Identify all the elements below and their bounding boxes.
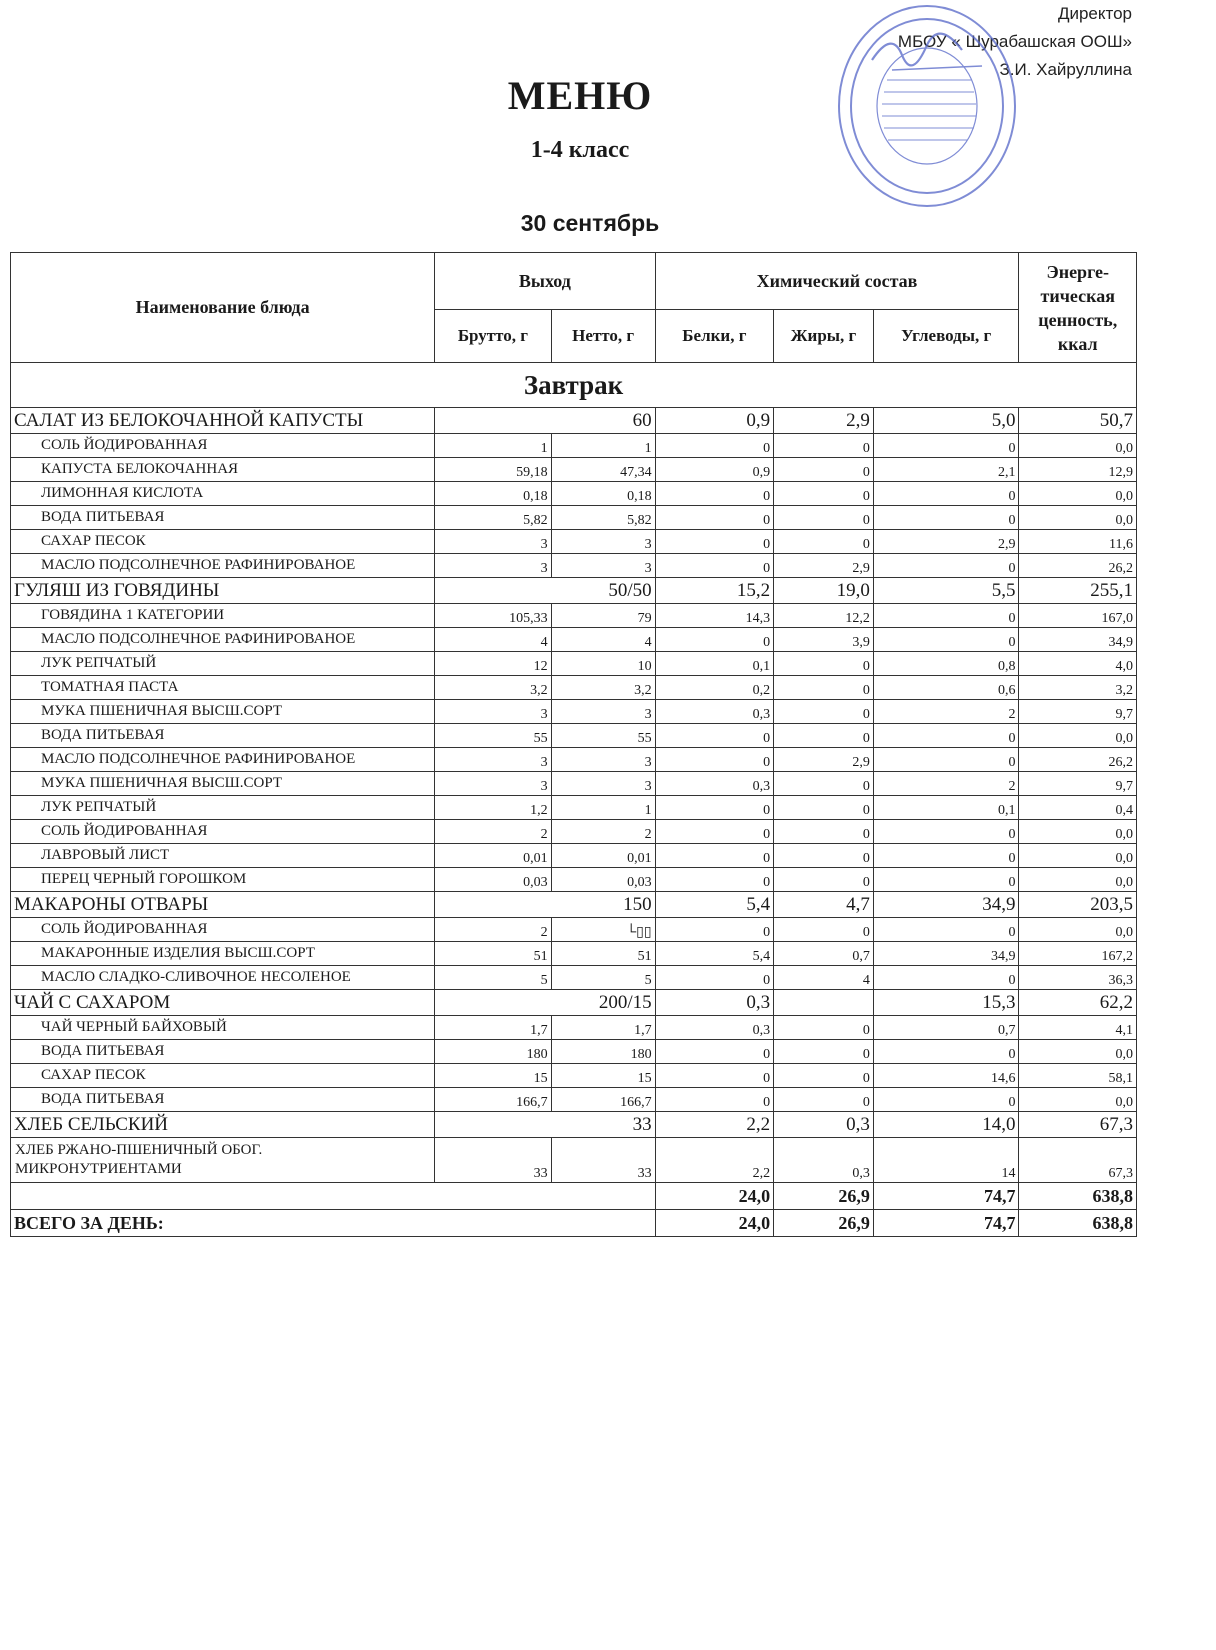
ingredient-netto: 3 (551, 554, 655, 578)
ingredient-row (11, 1088, 1137, 1112)
ingredient-fat: 0 (774, 868, 874, 892)
meal-total-label (11, 1183, 656, 1210)
day-total-label: ВСЕГО ЗА ДЕНЬ: (11, 1210, 656, 1237)
dish-output: 33 (435, 1112, 655, 1138)
ingredient-carbs: 0 (873, 506, 1019, 530)
ingredient-protein: 0 (655, 724, 774, 748)
ingredient-name: ВОДА ПИТЬЕВАЯ (11, 1088, 435, 1112)
ingredient-brutto: 0,03 (435, 868, 551, 892)
ingredient-name: ЛАВРОВЫЙ ЛИСТ (11, 844, 435, 868)
ingredient-name: МУКА ПШЕНИЧНАЯ ВЫСШ.СОРТ (11, 700, 435, 724)
ingredient-fat: 0,3 (774, 1138, 874, 1183)
dish-name: САЛАТ ИЗ БЕЛОКОЧАННОЙ КАПУСТЫ (11, 408, 435, 434)
ingredient-row (11, 748, 1137, 772)
ingredient-protein: 14,3 (655, 604, 774, 628)
dish-row (11, 578, 1137, 604)
menu-date: 30 сентябрь (520, 210, 660, 236)
ingredient-name: ХЛЕБ РЖАНО-ПШЕНИЧНЫЙ ОБОГ. МИКРОНУТРИЕНТАМИ (11, 1138, 435, 1183)
ingredient-row (11, 652, 1137, 676)
ingredient-name: МАКАРОННЫЕ ИЗДЕЛИЯ ВЫСШ.СОРТ (11, 942, 435, 966)
ingredient-protein: 0 (655, 820, 774, 844)
ingredient-fat: 0 (774, 1040, 874, 1064)
header-carbs: Углеводы, г (873, 310, 1019, 363)
ingredient-row (11, 676, 1137, 700)
ingredient-name: КАПУСТА БЕЛОКОЧАННАЯ (11, 458, 435, 482)
dish-energy: 255,1 (1019, 578, 1137, 604)
ingredient-name: МАСЛО СЛАДКО-СЛИВОЧНОЕ НЕСОЛЕНОЕ (11, 966, 435, 990)
ingredient-netto: 1 (551, 434, 655, 458)
ingredient-brutto: 180 (435, 1040, 551, 1064)
ingredient-name: САХАР ПЕСОК (11, 1064, 435, 1088)
ingredient-netto: 5 (551, 966, 655, 990)
ingredient-netto: 1 (551, 796, 655, 820)
dish-output: 200/15 (435, 990, 655, 1016)
dish-protein: 15,2 (655, 578, 774, 604)
ingredient-protein: 0 (655, 796, 774, 820)
dish-row (11, 408, 1137, 434)
ingredient-netto: 33 (551, 1138, 655, 1183)
menu-table (10, 252, 1137, 1237)
ingredient-fat: 3,9 (774, 628, 874, 652)
ingredient-carbs: 0,7 (873, 1016, 1019, 1040)
ingredient-protein: 0 (655, 748, 774, 772)
ingredient-netto: 15 (551, 1064, 655, 1088)
ingredient-brutto: 15 (435, 1064, 551, 1088)
ingredient-name: СОЛЬ ЙОДИРОВАННАЯ (11, 918, 435, 942)
ingredient-energy: 167,0 (1019, 604, 1137, 628)
ingredient-netto: 3 (551, 700, 655, 724)
section-row (11, 363, 1137, 408)
dish-fat: 0,3 (774, 1112, 874, 1138)
header-brutto: Брутто, г (435, 310, 551, 363)
dish-fat (774, 990, 874, 1016)
dish-output: 50/50 (435, 578, 655, 604)
ingredient-carbs: 0 (873, 844, 1019, 868)
dish-name: ХЛЕБ СЕЛЬСКИЙ (11, 1112, 435, 1138)
ingredient-name: ЛУК РЕПЧАТЫЙ (11, 652, 435, 676)
ingredient-protein: 0,2 (655, 676, 774, 700)
ingredient-row (11, 942, 1137, 966)
ingredient-fat: 0 (774, 700, 874, 724)
ingredient-fat: 0 (774, 796, 874, 820)
ingredient-protein: 0 (655, 1040, 774, 1064)
dish-row (11, 990, 1137, 1016)
ingredient-name: ТОМАТНАЯ ПАСТА (11, 676, 435, 700)
ingredient-brutto: 166,7 (435, 1088, 551, 1112)
ingredient-name: ВОДА ПИТЬЕВАЯ (11, 506, 435, 530)
ingredient-brutto: 12 (435, 652, 551, 676)
ingredient-energy: 9,7 (1019, 772, 1137, 796)
dish-carbs: 15,3 (873, 990, 1019, 1016)
ingredient-energy: 0,0 (1019, 1040, 1137, 1064)
ingredient-protein: 0,3 (655, 1016, 774, 1040)
ingredient-netto: 0,03 (551, 868, 655, 892)
ingredient-brutto: 3 (435, 530, 551, 554)
ingredient-energy: 0,0 (1019, 506, 1137, 530)
ingredient-energy: 0,0 (1019, 482, 1137, 506)
day-total-energy: 638,8 (1019, 1210, 1137, 1237)
ingredient-carbs: 2 (873, 700, 1019, 724)
ingredient-row (11, 1138, 1137, 1183)
ingredient-name: ЛИМОННАЯ КИСЛОТА (11, 482, 435, 506)
ingredient-row (11, 482, 1137, 506)
ingredient-protein: 5,4 (655, 942, 774, 966)
ingredient-protein: 0 (655, 868, 774, 892)
dish-carbs: 34,9 (873, 892, 1019, 918)
ingredient-fat: 0 (774, 724, 874, 748)
ingredient-energy: 4,1 (1019, 1016, 1137, 1040)
ingredient-protein: 0 (655, 530, 774, 554)
day-total-carbs: 74,7 (873, 1210, 1019, 1237)
approval-position: Директор (1057, 4, 1132, 23)
ingredient-netto: 0,01 (551, 844, 655, 868)
ingredient-brutto: 3 (435, 700, 551, 724)
ingredient-brutto: 5,82 (435, 506, 551, 530)
day-total-protein: 24,0 (655, 1210, 774, 1237)
ingredient-brutto: 1,7 (435, 1016, 551, 1040)
ingredient-brutto: 105,33 (435, 604, 551, 628)
ingredient-energy: 4,0 (1019, 652, 1137, 676)
document-title: МЕНЮ (507, 73, 653, 118)
header-row-1 (11, 253, 1137, 310)
ingredient-row (11, 530, 1137, 554)
ingredient-protein: 0 (655, 918, 774, 942)
ingredient-carbs: 0 (873, 868, 1019, 892)
dish-fat: 19,0 (774, 578, 874, 604)
ingredient-energy: 0,0 (1019, 868, 1137, 892)
ingredient-energy: 36,3 (1019, 966, 1137, 990)
ingredient-brutto: 5 (435, 966, 551, 990)
ingredient-carbs: 0 (873, 724, 1019, 748)
ingredient-name: МАСЛО ПОДСОЛНЕЧНОЕ РАФИНИРОВАНОЕ (11, 628, 435, 652)
ingredient-name: ГОВЯДИНА 1 КАТЕГОРИИ (11, 604, 435, 628)
ingredient-row (11, 1016, 1137, 1040)
dish-output: 60 (435, 408, 655, 434)
ingredient-protein: 0 (655, 1064, 774, 1088)
dish-output: 150 (435, 892, 655, 918)
ingredient-fat: 0 (774, 1016, 874, 1040)
ingredient-name: МАСЛО ПОДСОЛНЕЧНОЕ РАФИНИРОВАНОЕ (11, 554, 435, 578)
meal-total-fat: 26,9 (774, 1183, 874, 1210)
ingredient-row (11, 820, 1137, 844)
dish-protein: 0,9 (655, 408, 774, 434)
ingredient-protein: 0 (655, 434, 774, 458)
dish-protein: 5,4 (655, 892, 774, 918)
ingredient-carbs: 14,6 (873, 1064, 1019, 1088)
ingredient-energy: 0,0 (1019, 724, 1137, 748)
ingredient-carbs: 0 (873, 820, 1019, 844)
ingredient-netto: 4 (551, 628, 655, 652)
header-output: Выход (435, 253, 655, 310)
ingredient-carbs: 0 (873, 748, 1019, 772)
meal-total-row (11, 1183, 1137, 1210)
ingredient-fat: 0 (774, 506, 874, 530)
ingredient-netto: 180 (551, 1040, 655, 1064)
ingredient-protein: 2,2 (655, 1138, 774, 1183)
ingredient-brutto: 4 (435, 628, 551, 652)
ingredient-protein: 0 (655, 628, 774, 652)
approval-signatory: З.И. Хайруллина (999, 60, 1132, 79)
ingredient-brutto: 2 (435, 820, 551, 844)
ingredient-name: МУКА ПШЕНИЧНАЯ ВЫСШ.СОРТ (11, 772, 435, 796)
ingredient-brutto: 3 (435, 748, 551, 772)
ingredient-brutto: 2 (435, 918, 551, 942)
ingredient-netto: 0,18 (551, 482, 655, 506)
section-title: Завтрак (11, 363, 1137, 408)
ingredient-energy: 9,7 (1019, 700, 1137, 724)
ingredient-fat: 0 (774, 482, 874, 506)
ingredient-row (11, 628, 1137, 652)
ingredient-fat: 0 (774, 530, 874, 554)
ingredient-energy: 34,9 (1019, 628, 1137, 652)
ingredient-brutto: 51 (435, 942, 551, 966)
ingredient-carbs: 2,1 (873, 458, 1019, 482)
ingredient-protein: 0 (655, 966, 774, 990)
dish-energy: 50,7 (1019, 408, 1137, 434)
ingredient-carbs: 0 (873, 966, 1019, 990)
ingredient-fat: 0 (774, 434, 874, 458)
ingredient-carbs: 0 (873, 554, 1019, 578)
ingredient-fat: 2,9 (774, 554, 874, 578)
ingredient-netto: 3 (551, 748, 655, 772)
day-total-fat: 26,9 (774, 1210, 874, 1237)
ingredient-netto: 10 (551, 652, 655, 676)
ingredient-name: СОЛЬ ЙОДИРОВАННАЯ (11, 820, 435, 844)
ingredient-energy: 3,2 (1019, 676, 1137, 700)
ingredient-protein: 0 (655, 506, 774, 530)
ingredient-fat: 0 (774, 918, 874, 942)
dish-carbs: 14,0 (873, 1112, 1019, 1138)
dish-energy: 62,2 (1019, 990, 1137, 1016)
ingredient-fat: 0,7 (774, 942, 874, 966)
ingredient-energy: 26,2 (1019, 554, 1137, 578)
ingredient-carbs: 0,8 (873, 652, 1019, 676)
ingredient-brutto: 3,2 (435, 676, 551, 700)
ingredient-row (11, 844, 1137, 868)
dish-energy: 203,5 (1019, 892, 1137, 918)
ingredient-carbs: 0,6 (873, 676, 1019, 700)
ingredient-netto: 2 (551, 820, 655, 844)
dish-carbs: 5,0 (873, 408, 1019, 434)
meal-total-protein: 24,0 (655, 1183, 774, 1210)
header-protein: Белки, г (655, 310, 774, 363)
ingredient-fat: 12,2 (774, 604, 874, 628)
dish-protein: 2,2 (655, 1112, 774, 1138)
ingredient-brutto: 55 (435, 724, 551, 748)
ingredient-row (11, 918, 1137, 942)
header-dish-name: Наименование блюда (11, 253, 435, 363)
ingredient-carbs: 0 (873, 1088, 1019, 1112)
ingredient-protein: 0 (655, 844, 774, 868)
ingredient-fat: 0 (774, 458, 874, 482)
ingredient-netto: 1,7 (551, 1016, 655, 1040)
ingredient-energy: 167,2 (1019, 942, 1137, 966)
ingredient-row (11, 554, 1137, 578)
ingredient-protein: 0,9 (655, 458, 774, 482)
ingredient-netto: 3,2 (551, 676, 655, 700)
ingredient-name: ЧАЙ ЧЕРНЫЙ БАЙХОВЫЙ (11, 1016, 435, 1040)
ingredient-row (11, 796, 1137, 820)
ingredient-netto: 3 (551, 530, 655, 554)
ingredient-name: ВОДА ПИТЬЕВАЯ (11, 724, 435, 748)
ingredient-fat: 0 (774, 820, 874, 844)
ingredient-brutto: 3 (435, 554, 551, 578)
ingredient-protein: 0,3 (655, 772, 774, 796)
ingredient-name: ПЕРЕЦ ЧЕРНЫЙ ГОРОШКОМ (11, 868, 435, 892)
dish-name: ГУЛЯШ ИЗ ГОВЯДИНЫ (11, 578, 435, 604)
dish-carbs: 5,5 (873, 578, 1019, 604)
day-total-row (11, 1210, 1137, 1237)
ingredient-energy: 0,0 (1019, 434, 1137, 458)
ingredient-netto: 166,7 (551, 1088, 655, 1112)
ingredient-carbs: 0 (873, 482, 1019, 506)
ingredient-fat: 0 (774, 1088, 874, 1112)
document-subtitle: 1-4 класс (530, 137, 630, 163)
ingredient-energy: 0,0 (1019, 1088, 1137, 1112)
ingredient-energy: 0,0 (1019, 844, 1137, 868)
ingredient-brutto: 3 (435, 772, 551, 796)
meal-total-energy: 638,8 (1019, 1183, 1137, 1210)
ingredient-netto: 3 (551, 772, 655, 796)
meal-total-carbs: 74,7 (873, 1183, 1019, 1210)
dish-name: ЧАЙ С САХАРОМ (11, 990, 435, 1016)
ingredient-row (11, 772, 1137, 796)
ingredient-fat: 4 (774, 966, 874, 990)
ingredient-row (11, 868, 1137, 892)
ingredient-fat: 2,9 (774, 748, 874, 772)
ingredient-netto: 51 (551, 942, 655, 966)
ingredient-netto: 55 (551, 724, 655, 748)
official-stamp-icon (832, 0, 1022, 212)
ingredient-protein: 0,3 (655, 700, 774, 724)
ingredient-energy: 0,0 (1019, 820, 1137, 844)
ingredient-netto: 47,34 (551, 458, 655, 482)
ingredient-name: СОЛЬ ЙОДИРОВАННАЯ (11, 434, 435, 458)
ingredient-row (11, 434, 1137, 458)
ingredient-protein: 0 (655, 1088, 774, 1112)
ingredient-row (11, 506, 1137, 530)
ingredient-carbs: 0 (873, 434, 1019, 458)
ingredient-fat: 0 (774, 844, 874, 868)
ingredient-carbs: 0 (873, 604, 1019, 628)
ingredient-brutto: 0,18 (435, 482, 551, 506)
header-fat: Жиры, г (774, 310, 874, 363)
approval-organization: МБОУ « Шурабашская ООШ» (897, 32, 1132, 51)
ingredient-energy: 0,0 (1019, 918, 1137, 942)
ingredient-brutto: 0,01 (435, 844, 551, 868)
ingredient-energy: 67,3 (1019, 1138, 1137, 1183)
ingredient-energy: 11,6 (1019, 530, 1137, 554)
dish-row (11, 1112, 1137, 1138)
ingredient-carbs: 14 (873, 1138, 1019, 1183)
ingredient-protein: 0 (655, 554, 774, 578)
dish-energy: 67,3 (1019, 1112, 1137, 1138)
ingredient-energy: 26,2 (1019, 748, 1137, 772)
ingredient-energy: 12,9 (1019, 458, 1137, 482)
ingredient-carbs: 34,9 (873, 942, 1019, 966)
ingredient-brutto: 1 (435, 434, 551, 458)
dish-fat: 2,9 (774, 408, 874, 434)
ingredient-netto: 79 (551, 604, 655, 628)
ingredient-row (11, 1064, 1137, 1088)
ingredient-brutto: 1,2 (435, 796, 551, 820)
ingredient-brutto: 33 (435, 1138, 551, 1183)
ingredient-name: ЛУК РЕПЧАТЫЙ (11, 796, 435, 820)
dish-protein: 0,3 (655, 990, 774, 1016)
ingredient-row (11, 700, 1137, 724)
ingredient-name: ВОДА ПИТЬЕВАЯ (11, 1040, 435, 1064)
ingredient-fat: 0 (774, 772, 874, 796)
ingredient-row (11, 966, 1137, 990)
ingredient-energy: 0,4 (1019, 796, 1137, 820)
ingredient-fat: 0 (774, 676, 874, 700)
ingredient-netto: 5,82 (551, 506, 655, 530)
ingredient-carbs: 0 (873, 628, 1019, 652)
ingredient-carbs: 0 (873, 918, 1019, 942)
dish-fat: 4,7 (774, 892, 874, 918)
ingredient-row (11, 604, 1137, 628)
header-energy: Энерге-тическая ценность, ккал (1019, 253, 1137, 363)
ingredient-protein: 0,1 (655, 652, 774, 676)
ingredient-carbs: 2,9 (873, 530, 1019, 554)
ingredient-row (11, 724, 1137, 748)
dish-name: МАКАРОНЫ ОТВАРЫ (11, 892, 435, 918)
ingredient-row (11, 458, 1137, 482)
ingredient-carbs: 0 (873, 1040, 1019, 1064)
ingredient-fat: 0 (774, 652, 874, 676)
dish-row (11, 892, 1137, 918)
ingredient-brutto: 59,18 (435, 458, 551, 482)
ingredient-protein: 0 (655, 482, 774, 506)
header-netto: Нетто, г (551, 310, 655, 363)
ingredient-name: САХАР ПЕСОК (11, 530, 435, 554)
header-chemical: Химический состав (655, 253, 1019, 310)
ingredient-fat: 0 (774, 1064, 874, 1088)
ingredient-energy: 58,1 (1019, 1064, 1137, 1088)
ingredient-name: МАСЛО ПОДСОЛНЕЧНОЕ РАФИНИРОВАНОЕ (11, 748, 435, 772)
ingredient-netto: └▯▯ (551, 918, 655, 942)
ingredient-row (11, 1040, 1137, 1064)
ingredient-carbs: 0,1 (873, 796, 1019, 820)
ingredient-carbs: 2 (873, 772, 1019, 796)
